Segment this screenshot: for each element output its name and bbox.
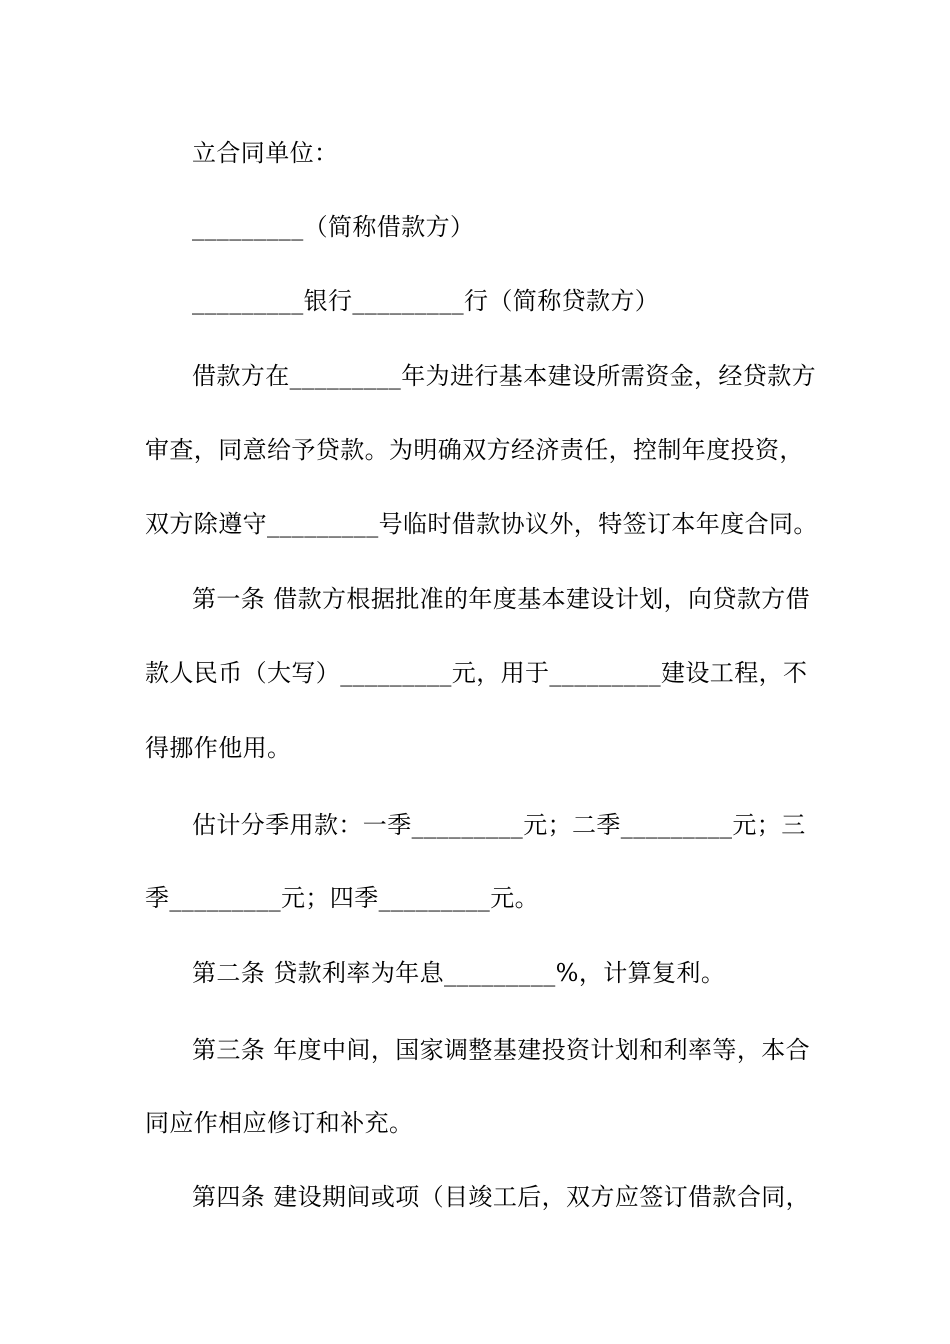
article-1-line-3: 得挪作他用。	[145, 734, 292, 762]
article-2-line: 第二条 贷款利率为年息_________%，计算复利。	[192, 959, 726, 987]
quarterly-usage-line-1: 估计分季用款：一季_________元；二季_________元；三	[192, 811, 806, 839]
borrower-line: _________（简称借款方）	[192, 213, 475, 241]
article-3-line-2: 同应作相应修订和补充。	[145, 1109, 414, 1137]
contract-parties-heading: 立合同单位：	[192, 139, 339, 167]
article-3-line-1: 第三条 年度中间，国家调整基建投资计划和利率等，本合	[192, 1036, 811, 1064]
quarterly-usage-line-2: 季_________元；四季_________元。	[145, 884, 539, 912]
preamble-line-3: 双方除遵守_________号临时借款协议外，特签订本年度合同。	[145, 510, 818, 538]
lender-line: _________银行_________行（简称贷款方）	[192, 287, 660, 315]
article-1-line-1: 第一条 借款方根据批准的年度基本建设计划，向贷款方借	[192, 585, 811, 613]
article-1-line-2: 款人民币（大写）_________元，用于_________建设工程，不	[145, 659, 808, 687]
preamble-line-1: 借款方在_________年为进行基本建设所需资金，经贷款方	[192, 362, 816, 390]
article-4-line-1: 第四条 建设期间或项（目竣工后，双方应签订借款合同，	[192, 1183, 811, 1211]
preamble-line-2: 审查，同意给予贷款。为明确双方经济责任，控制年度投资，	[145, 436, 804, 464]
